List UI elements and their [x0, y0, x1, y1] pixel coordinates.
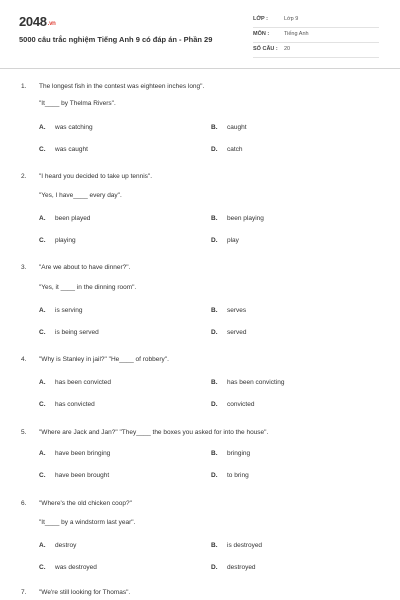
- option-c[interactable]: [39, 401, 95, 408]
- option-b[interactable]: [211, 215, 264, 222]
- question-text: "Where are Jack and Jan?" "They____ the boxes you asked for into the house".: [39, 429, 269, 436]
- option-letter: A.: [39, 379, 46, 386]
- option-letter: D.: [211, 237, 218, 244]
- option-text: has been convicted: [55, 379, 112, 386]
- question-text: The longest fish in the contest was eighteen inches long".: [39, 83, 205, 90]
- option-b[interactable]: [211, 307, 246, 314]
- question-number: 1.: [21, 83, 27, 90]
- option-text: was caught: [55, 146, 88, 153]
- document-title: 5000 câu trắc nghiệm Tiếng Anh 9 có đáp án - Phần 29: [19, 35, 213, 44]
- option-text: serves: [227, 307, 247, 314]
- option-letter: C.: [39, 237, 46, 244]
- option-text: have been brought: [55, 472, 110, 479]
- question-text: "We're still looking for Thomas".: [39, 589, 131, 596]
- question-number: 4.: [21, 356, 27, 363]
- option-letter: B.: [211, 542, 218, 549]
- option-d[interactable]: [211, 146, 243, 153]
- meta-value: Tiếng Anh: [284, 31, 309, 37]
- option-text: has convicted: [55, 401, 95, 408]
- option-letter: A.: [39, 542, 46, 549]
- option-text: destroyed: [227, 564, 256, 571]
- option-text: been played: [55, 215, 91, 222]
- meta-label: LỚP :: [253, 16, 268, 22]
- option-letter: D.: [211, 564, 218, 571]
- meta-label: MÔN :: [253, 31, 270, 37]
- worksheet-header: [0, 0, 400, 68]
- option-d[interactable]: [211, 401, 254, 408]
- option-text: is being served: [55, 329, 99, 336]
- option-letter: A.: [39, 307, 46, 314]
- option-letter: B.: [211, 124, 218, 131]
- question-text: "Yes, I have____ every day".: [39, 192, 122, 199]
- option-letter: D.: [211, 401, 218, 408]
- option-letter: C.: [39, 146, 46, 153]
- option-a[interactable]: [39, 124, 93, 131]
- option-letter: D.: [211, 472, 218, 479]
- option-a[interactable]: [39, 215, 90, 222]
- option-text: was destroyed: [55, 564, 97, 571]
- question-number: 6.: [21, 500, 27, 507]
- site-logo[interactable]: [19, 14, 56, 29]
- option-c[interactable]: [39, 237, 76, 244]
- option-text: playing: [55, 237, 76, 244]
- option-text: served: [227, 329, 247, 336]
- option-letter: A.: [39, 124, 46, 131]
- option-b[interactable]: [211, 542, 262, 549]
- question-text: "Where's the old chicken coop?": [39, 500, 132, 507]
- logo-suffix: .vn: [47, 21, 56, 27]
- option-c[interactable]: [39, 146, 88, 153]
- option-text: to bring: [227, 472, 249, 479]
- option-letter: D.: [211, 329, 218, 336]
- option-c[interactable]: [39, 472, 109, 479]
- meta-row-class: [253, 14, 379, 28]
- option-letter: B.: [211, 307, 218, 314]
- question-number: 7.: [21, 589, 27, 596]
- option-text: was catching: [55, 124, 93, 131]
- question-text: "Why is Stanley in jail?" "He____ of robbery".: [39, 356, 169, 363]
- option-b[interactable]: [211, 379, 284, 386]
- question-text: "It____ by Thelma Rivers".: [39, 100, 116, 107]
- meta-row-count: [253, 44, 379, 58]
- option-text: play: [227, 237, 239, 244]
- meta-row-subject: [253, 29, 379, 43]
- meta-label: SỐ CÂU :: [253, 46, 278, 52]
- meta-value: 20: [284, 46, 291, 52]
- option-text: catch: [227, 146, 243, 153]
- option-letter: C.: [39, 564, 46, 571]
- option-text: is serving: [55, 307, 83, 314]
- question-number: 2.: [21, 173, 27, 180]
- meta-value: Lớp 9: [284, 16, 299, 22]
- option-c[interactable]: [39, 564, 97, 571]
- option-a[interactable]: [39, 450, 110, 457]
- option-text: has been convicting: [227, 379, 285, 386]
- option-letter: C.: [39, 401, 46, 408]
- option-text: have been bringing: [55, 450, 111, 457]
- question-text: "It____ by a windstorm last year".: [39, 519, 136, 526]
- option-a[interactable]: [39, 307, 82, 314]
- logo-text: 2048: [19, 14, 47, 29]
- option-letter: B.: [211, 215, 218, 222]
- option-d[interactable]: [211, 329, 247, 336]
- option-b[interactable]: [211, 124, 247, 131]
- option-letter: B.: [211, 450, 218, 457]
- question-text: "Are we about to have dinner?".: [39, 264, 131, 271]
- option-text: is destroyed: [227, 542, 263, 549]
- option-letter: C.: [39, 472, 46, 479]
- option-d[interactable]: [211, 472, 249, 479]
- option-text: been playing: [227, 215, 264, 222]
- option-text: convicted: [227, 401, 255, 408]
- option-text: bringing: [227, 450, 251, 457]
- question-number: 3.: [21, 264, 27, 271]
- option-d[interactable]: [211, 564, 256, 571]
- option-letter: A.: [39, 215, 46, 222]
- option-letter: A.: [39, 450, 46, 457]
- question-number: 5.: [21, 429, 27, 436]
- option-b[interactable]: [211, 450, 250, 457]
- option-d[interactable]: [211, 237, 239, 244]
- option-letter: C.: [39, 329, 46, 336]
- option-text: caught: [227, 124, 247, 131]
- question-text: "I heard you decided to take up tennis".: [39, 173, 153, 180]
- option-a[interactable]: [39, 379, 111, 386]
- question-text: "Yes, it ____ in the dinning room".: [39, 284, 137, 291]
- header-divider: [0, 68, 400, 69]
- option-c[interactable]: [39, 329, 99, 336]
- option-letter: B.: [211, 379, 218, 386]
- option-letter: D.: [211, 146, 218, 153]
- option-a[interactable]: [39, 542, 76, 549]
- option-text: destroy: [55, 542, 77, 549]
